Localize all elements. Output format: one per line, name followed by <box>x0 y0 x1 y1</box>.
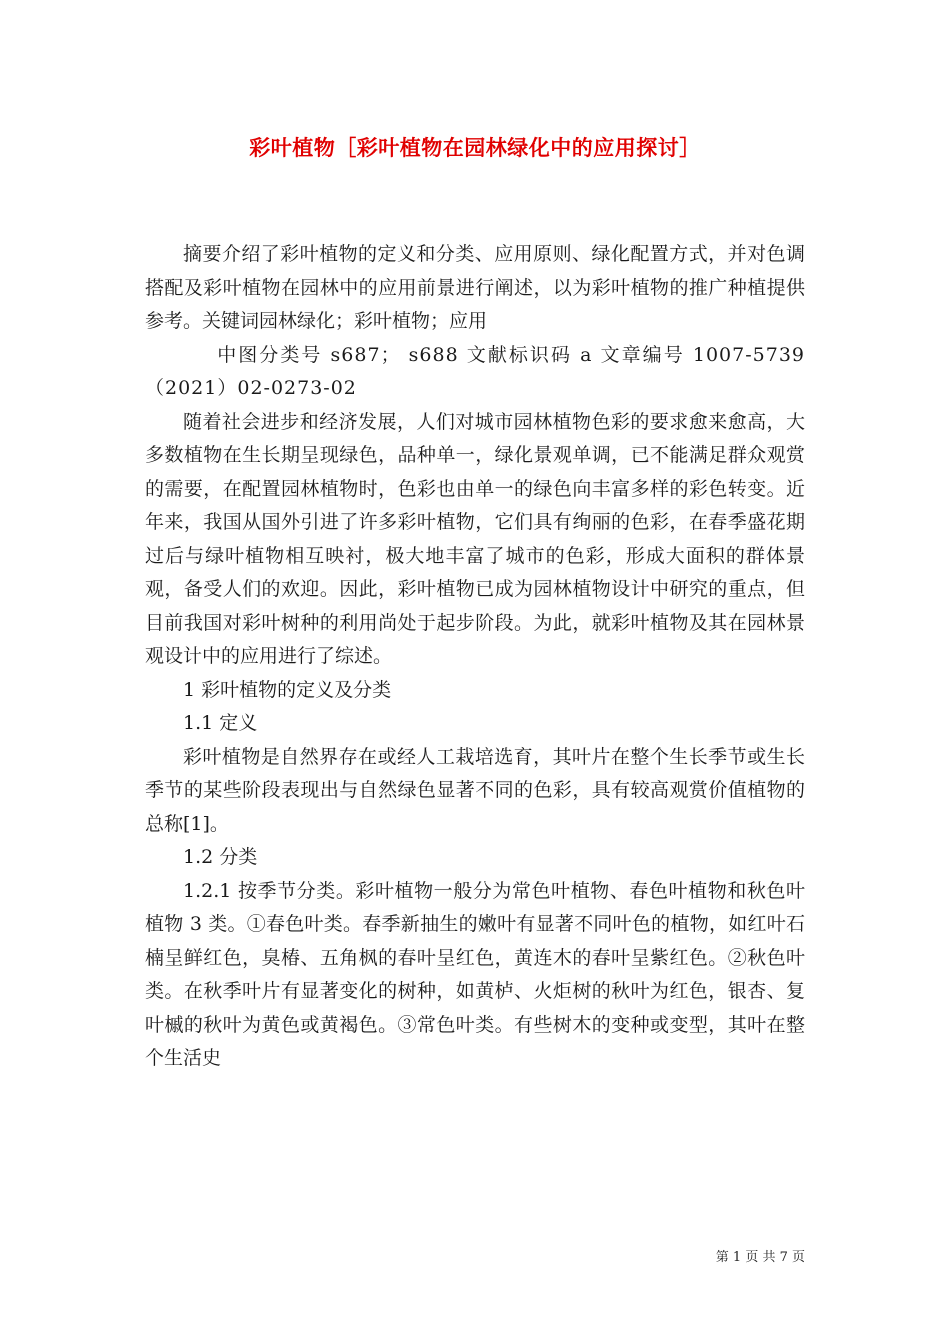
season-classification-paragraph: 1.2.1 按季节分类。彩叶植物一般分为常色叶植物、春色叶植物和秋色叶植物 3 类。①春色叶类。春季新抽生的嫩叶有显著不同叶色的植物，如红叶石楠呈鲜红色，臭椿、五角枫的春叶呈红色，黄连木的春叶呈紫红色。②秋色叶类。在秋季叶片有显著变化的树种，如黄栌、火炬树的秋叶为红色，银杏、复叶槭的秋叶为黄色或黄褐色。③常色叶类。有些树木的变种或变型，其叶在整个生活史 <box>145 879 805 1069</box>
document-body <box>145 238 805 1076</box>
section-heading-1-2: 1.2 分类 <box>183 846 258 868</box>
page-number-footer: 第 1 页 共 7 页 <box>715 1250 805 1265</box>
classification-paragraph: 中图分类号 s687； s688 文献标识码 a 文章编号 1007-5739（2021）02-0273-02 <box>145 343 805 399</box>
intro-paragraph: 随着社会进步和经济发展，人们对城市园林植物色彩的要求愈来愈高，大多数植物在生长期呈现绿色，品种单一，绿化景观单调，已不能满足群众观赏的需要，在配置园林植物时，色彩也由单一的绿色向丰富多样的彩色转变。近年来，我国从国外引进了许多彩叶植物，它们具有绚丽的色彩，在春季盛花期过后与绿叶植物相互映衬，极大地丰富了城市的色彩，形成大面积的群体景观，备受人们的欢迎。因此，彩叶植物已成为园林植物设计中研究的重点，但目前我国对彩叶树种的利用尚处于起步阶段。为此，就彩叶植物及其在园林景观设计中的应用进行了综述。 <box>145 410 805 667</box>
section-heading-1: 1 彩叶植物的定义及分类 <box>183 678 392 701</box>
document-title: 彩叶植物［彩叶植物在园林绿化中的应用探讨］ <box>249 135 701 160</box>
definition-paragraph: 彩叶植物是自然界存在或经人工栽培选育，其叶片在整个生长季节或生长季节的某些阶段表现出与自然绿色显著不同的色彩，具有较高观赏价值植物的总称[1]。 <box>145 745 805 835</box>
section-heading-1-1: 1.1 定义 <box>183 712 258 734</box>
abstract-paragraph: 摘要介绍了彩叶植物的定义和分类、应用原则、绿化配置方式，并对色调搭配及彩叶植物在园林中的应用前景进行阐述，以为彩叶植物的推广种植提供参考。关键词园林绿化；彩叶植物；应用 <box>145 243 805 332</box>
